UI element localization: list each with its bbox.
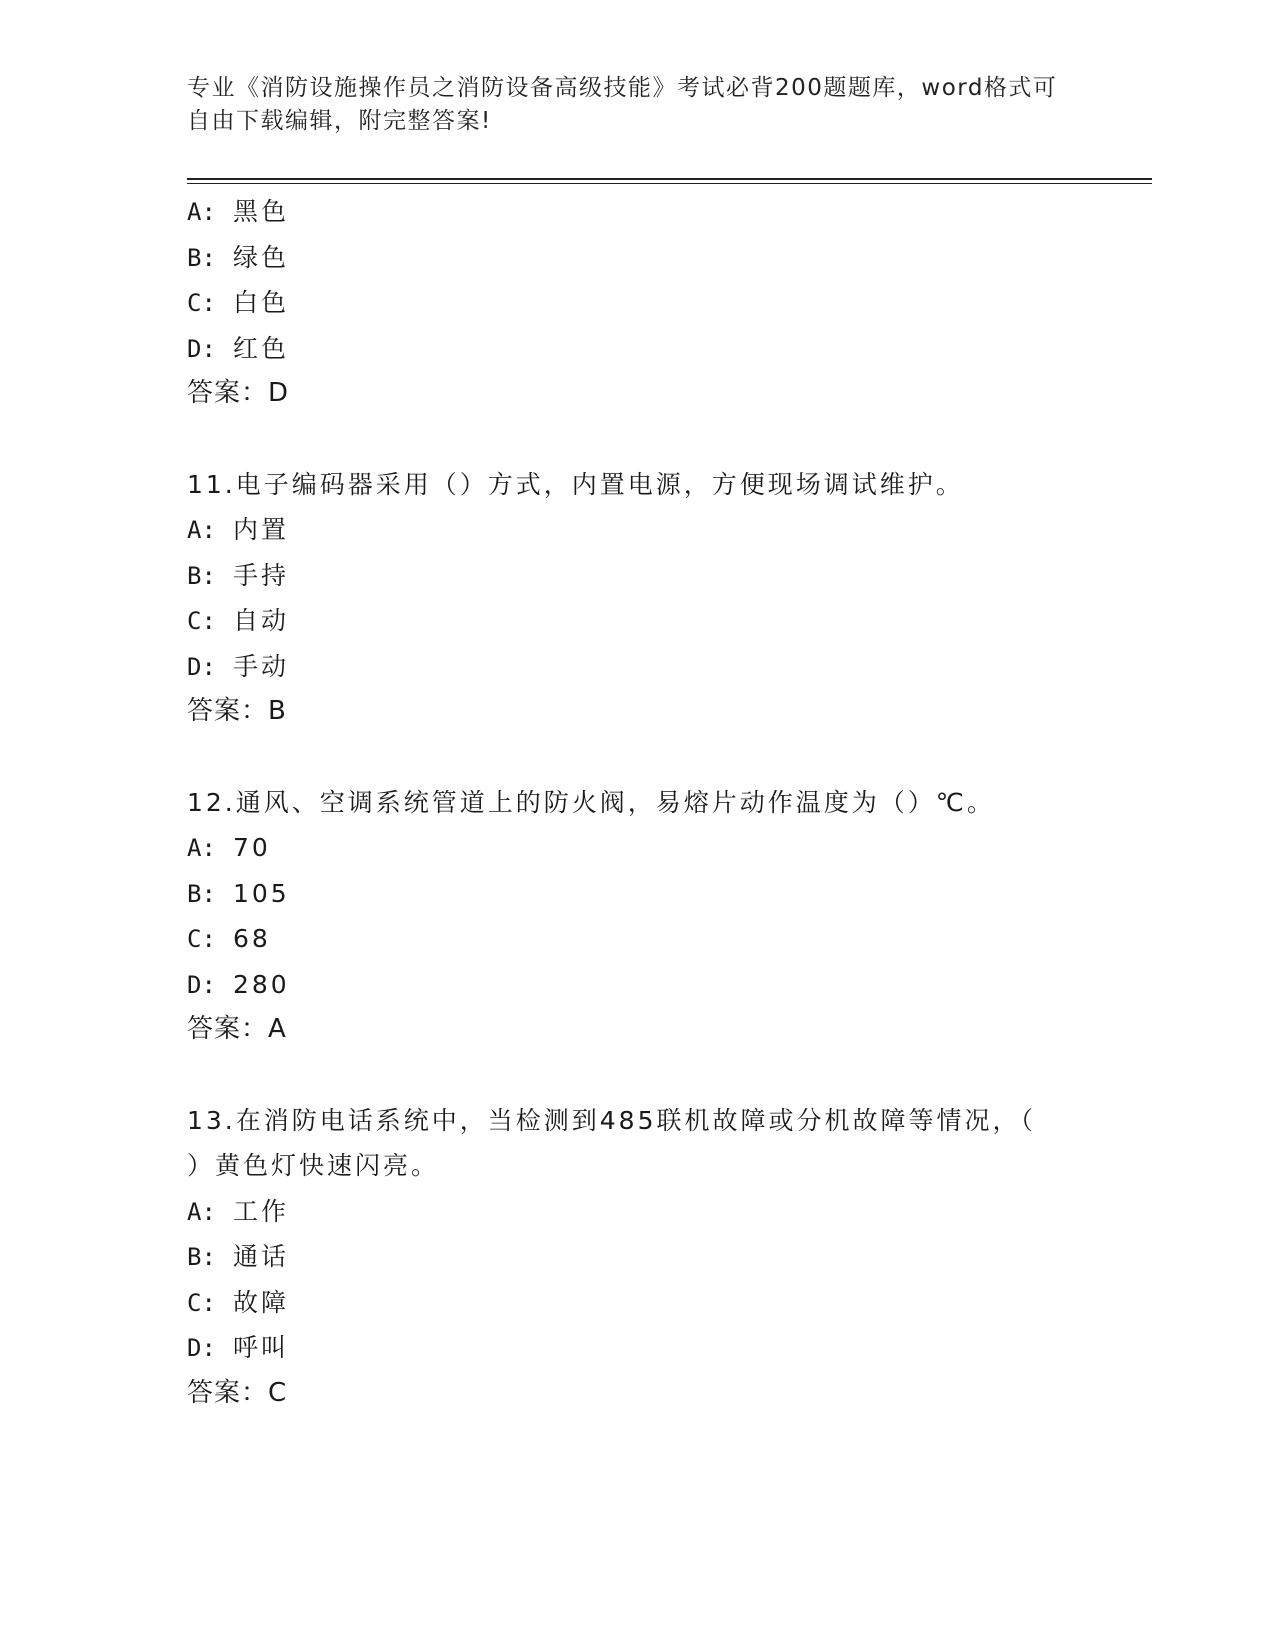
question-text-line-2: ）黄色灯快速闪亮。	[187, 1151, 440, 1180]
option-letter: B:	[187, 879, 216, 908]
question-block-11	[187, 462, 1152, 735]
header-rule-thick	[187, 178, 1152, 180]
option-text: 68	[233, 924, 271, 953]
answer-label: 答案：	[187, 696, 269, 726]
question-text-line-1: 13.在消防电话系统中，当检测到485联机故障或分机故障等情况，（	[187, 1105, 1036, 1135]
option-row	[187, 598, 1152, 644]
header-rule-thin	[187, 183, 1152, 184]
option-letter: D:	[187, 1334, 216, 1362]
question-block-10	[187, 189, 1152, 417]
option-letter: A:	[187, 516, 216, 544]
spacer	[187, 735, 1152, 780]
question-block-12	[187, 780, 1152, 1053]
question-block-13	[187, 1098, 1152, 1417]
answer-value: D	[268, 378, 290, 408]
question-text: 12.通风、空调系统管道上的防火阀，易熔片动作温度为（）℃。	[187, 787, 995, 817]
option-text: 自动	[233, 606, 290, 635]
option-letter: B:	[187, 243, 216, 272]
question-text: 11.电子编码器采用（）方式，内置电源，方便现场调试维护。	[187, 469, 964, 499]
spacer	[187, 1053, 1152, 1098]
option-text: 白色	[233, 288, 290, 317]
option-letter: D:	[187, 652, 216, 681]
option-row	[187, 825, 1152, 871]
answer-label: 答案：	[187, 1014, 269, 1044]
option-row	[187, 553, 1152, 599]
header-line-2: 自由下载编辑，附完整答案!	[187, 108, 492, 134]
answer-row	[187, 1007, 1152, 1053]
option-text: 280	[233, 969, 290, 999]
answer-label: 答案：	[187, 1377, 269, 1408]
option-row	[187, 916, 1152, 962]
option-row	[187, 189, 1152, 235]
answer-label: 答案：	[187, 378, 269, 408]
document-header	[187, 72, 1087, 138]
option-row	[187, 962, 1152, 1008]
option-text: 故障	[233, 1287, 290, 1317]
option-row	[187, 1234, 1152, 1280]
answer-value: B	[268, 696, 287, 726]
option-letter: A:	[187, 834, 216, 862]
option-text: 呼叫	[233, 1333, 290, 1362]
option-text: 手持	[233, 560, 290, 590]
option-text: 黑色	[233, 197, 290, 226]
option-letter: C:	[187, 289, 216, 317]
option-row	[187, 280, 1152, 326]
option-text: 内置	[233, 515, 290, 544]
option-row	[187, 871, 1152, 917]
option-text: 红色	[233, 333, 290, 363]
option-text: 105	[233, 878, 290, 908]
option-letter: A:	[187, 198, 216, 226]
option-row	[187, 326, 1152, 372]
option-row	[187, 644, 1152, 690]
option-letter: B:	[187, 1243, 216, 1271]
option-text: 手动	[233, 651, 290, 681]
answer-row	[187, 689, 1152, 735]
option-row	[187, 1325, 1152, 1371]
option-letter: C:	[187, 925, 216, 953]
option-text: 绿色	[233, 242, 290, 272]
option-text: 通话	[233, 1242, 290, 1271]
spacer	[187, 417, 1152, 462]
option-row	[187, 1280, 1152, 1326]
answer-row	[187, 1371, 1152, 1417]
option-letter: C:	[187, 607, 216, 635]
option-text: 工作	[233, 1196, 290, 1226]
option-letter: A:	[187, 1197, 216, 1226]
answer-value: A	[268, 1014, 287, 1044]
option-letter: B:	[187, 561, 216, 590]
option-letter: C:	[187, 1288, 216, 1317]
answer-row	[187, 371, 1152, 417]
question-list	[187, 189, 1152, 1416]
option-row	[187, 1189, 1152, 1235]
option-letter: D:	[187, 334, 216, 363]
header-line-1: 专业《消防设施操作员之消防设备高级技能》考试必背200题题库，word格式可	[187, 75, 1058, 101]
option-text: 70	[233, 833, 271, 862]
option-row	[187, 507, 1152, 553]
answer-value: C	[268, 1377, 288, 1408]
option-row	[187, 235, 1152, 281]
option-letter: D:	[187, 970, 216, 999]
